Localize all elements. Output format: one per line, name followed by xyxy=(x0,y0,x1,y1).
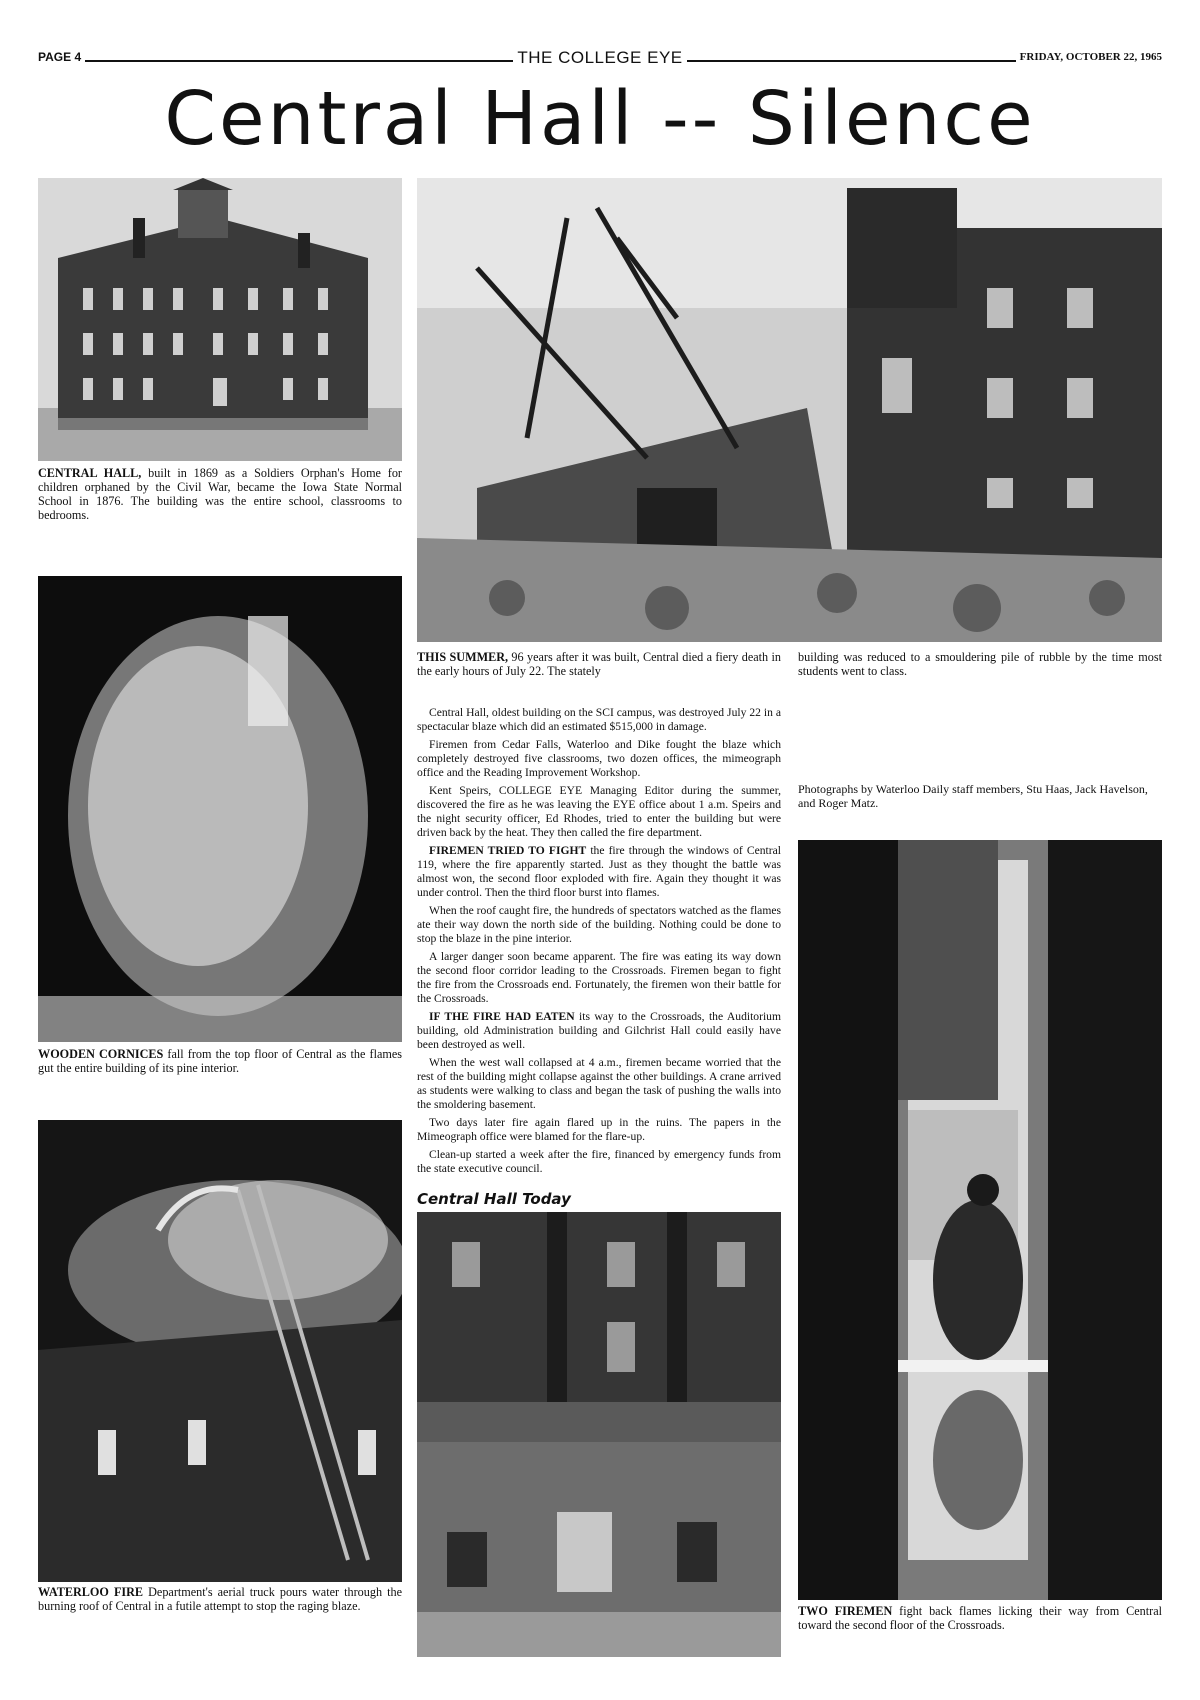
central-hall-today-image xyxy=(417,1212,781,1657)
caption-central-hall xyxy=(38,466,402,522)
central-hall-today-photo xyxy=(417,1212,781,1657)
two-firemen-photo xyxy=(798,840,1162,1600)
article-body xyxy=(417,706,781,1180)
two-firemen-image xyxy=(798,840,1162,1600)
article-paragraph xyxy=(417,1010,781,1052)
page-number: PAGE 4 xyxy=(38,50,85,64)
caption-text: built in 1869 as a Soldiers Orphan's Home for children orphaned by the Civil War, became the Iowa State Normal School in 1876. The building was the entire school, classrooms to bedrooms. xyxy=(38,466,402,522)
article-paragraph: Clean-up started a week after the fire, financed by emergency funds from the state executive council. xyxy=(417,1148,781,1175)
ruins-image xyxy=(417,178,1162,642)
caption-lead: WOODEN CORNICES xyxy=(38,1047,164,1061)
caption-two-firemen xyxy=(798,1604,1162,1632)
page-headline: Central Hall -- Silence xyxy=(164,76,1036,162)
issue-date: FRIDAY, OCTOBER 22, 1965 xyxy=(1016,51,1162,63)
caption-this-summer-continued xyxy=(798,650,1162,678)
waterloo-fire-photo xyxy=(38,1120,402,1582)
caption-wooden-cornices xyxy=(38,1047,402,1075)
article-paragraph: When the roof caught fire, the hundreds of spectators watched as the flames ate their way down the north side of the building. Nothing could be done to stop the blaze in the pine interior. xyxy=(417,904,781,945)
paragraph-lead: FIREMEN TRIED TO FIGHT xyxy=(429,844,587,857)
caption-text: fall from the top floor of Central as the flames gut the entire building of its pine interior. xyxy=(38,1047,403,1075)
caption-lead: TWO FIREMEN xyxy=(798,1604,893,1618)
subhead-central-hall-today: Central Hall Today xyxy=(417,1190,571,1208)
caption-waterloo-fire xyxy=(38,1585,402,1613)
article-paragraph: Kent Speirs, COLLEGE EYE Managing Editor during the summer, discovered the fire as he was leaving the EYE office about 1 a.m. Speirs and the night security officer, Ed Rhodes, tried to enter the building but were driven back by the heat. They then called the fire department. xyxy=(417,784,781,839)
photo-credit: Photographs by Waterloo Daily staff members, Stu Haas, Jack Havelson, and Roger Matz. xyxy=(798,782,1148,810)
article-paragraph: When the west wall collapsed at 4 a.m., firemen became worried that the rest of the building might collapse against the other buildings. A crane arrived as students were walking to class and began the task of pushing the walls into the smoldering basement. xyxy=(417,1056,781,1111)
caption-text: fight back flames licking their way from Central toward the second floor of the Crossroads. xyxy=(798,1604,1162,1632)
paper-name: THE COLLEGE EYE xyxy=(513,48,686,67)
caption-lead: THIS SUMMER, xyxy=(417,650,509,664)
caption-text: building was reduced to a smouldering pile of rubble by the time most students went to class. xyxy=(798,650,1162,678)
caption-text: Department's aerial truck pours water through the burning roof of Central in a futile attempt to stop the raging blaze. xyxy=(38,1585,402,1613)
central-hall-photo xyxy=(38,178,402,461)
article-paragraph: A larger danger soon became apparent. The fire was eating its way down the second floor corridor leading to the Crossroads. Firemen began to fight the fire from the Crossroads end. Fortunately, the firemen won their battle for the Crossroads. xyxy=(417,950,781,1005)
article-paragraph: Two days later fire again flared up in the ruins. The papers in the Mimeograph office were blamed for the flare-up. xyxy=(417,1116,781,1143)
wooden-cornices-photo xyxy=(38,576,402,1042)
caption-this-summer xyxy=(417,650,781,678)
ruins-photo xyxy=(417,178,1162,642)
waterloo-fire-image xyxy=(38,1120,402,1582)
caption-lead: CENTRAL HALL, xyxy=(38,466,142,480)
central-hall-image xyxy=(38,178,402,461)
caption-text: 96 years after it was built, Central died a fiery death in the early hours of July 22. The stately xyxy=(417,650,781,678)
article-paragraph xyxy=(417,844,781,900)
caption-lead: WATERLOO FIRE xyxy=(38,1585,144,1599)
paragraph-text: its way to the Crossroads, the Auditorium building, old Administration building and Gilchrist Hall could easily have been destroyed as well. xyxy=(417,1010,781,1051)
paragraph-lead: IF THE FIRE HAD EATEN xyxy=(429,1010,575,1023)
paragraph-text: the fire through the windows of Central 119, where the fire apparently started. Just as they thought the battle was almost won, the second floor exploded with fire. Again they thought it was under control. Then the third floor burst into flames. xyxy=(417,844,781,899)
article-paragraph: Central Hall, oldest building on the SCI campus, was destroyed July 22 in a spectacular blaze which did an estimated $515,000 in damage. xyxy=(417,706,781,733)
masthead xyxy=(38,48,1162,70)
article-paragraph: Firemen from Cedar Falls, Waterloo and Dike fought the blaze which completely destroyed five classrooms, two dozen offices, the mimeograph office and the Reading Improvement Workshop. xyxy=(417,738,781,779)
wooden-cornices-image xyxy=(38,576,402,1042)
